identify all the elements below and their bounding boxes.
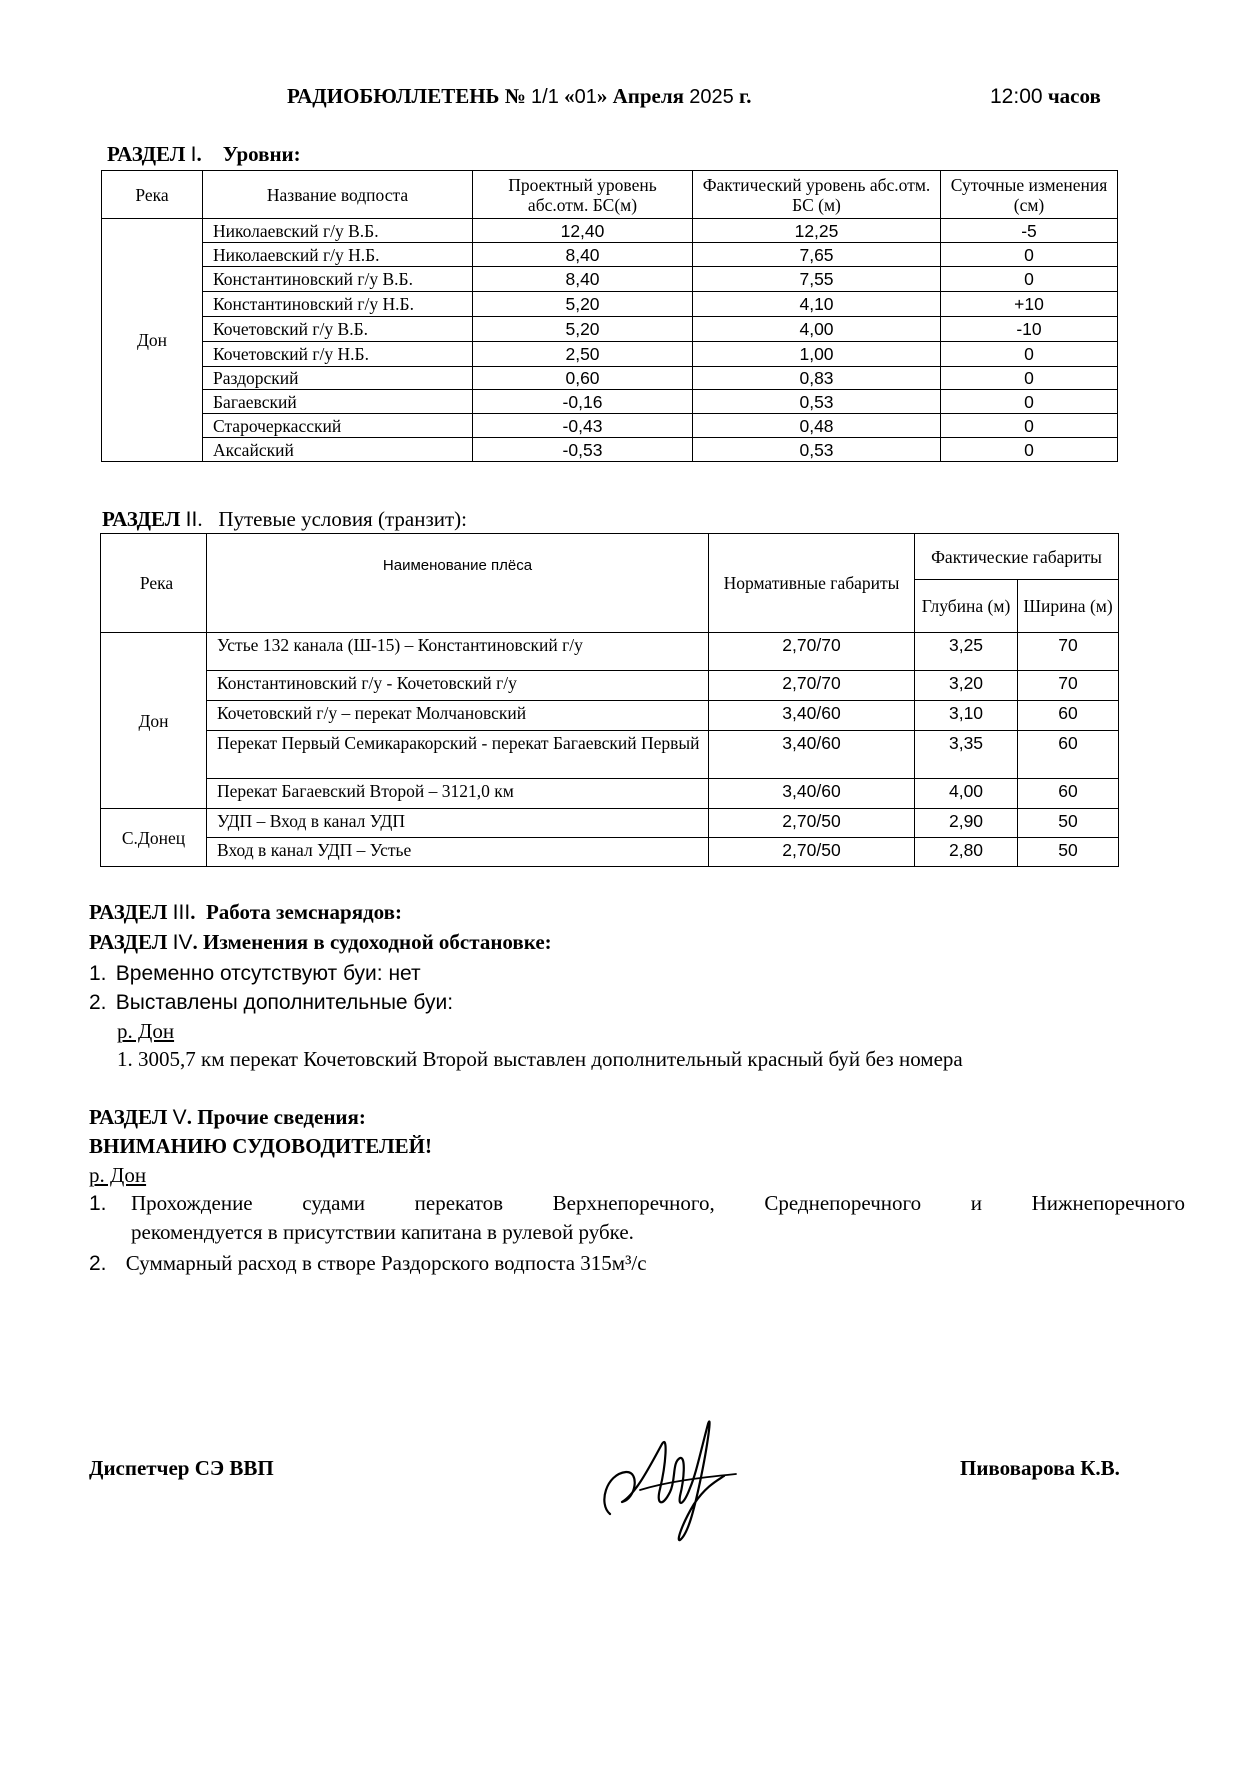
stretch-cell: Константиновский г/у - Кочетовский г/у	[207, 671, 709, 701]
col-post: Название водпоста	[203, 171, 473, 219]
stretch-cell: УДП – Вход в канал УДП	[207, 809, 709, 838]
width-cell: 60	[1018, 701, 1119, 731]
normative-cell: 2,70/50	[709, 809, 915, 838]
table-header-row	[102, 171, 1118, 219]
day-open: «	[564, 84, 575, 108]
section-name: Путевые условия (транзит):	[218, 507, 467, 531]
width-cell: 50	[1018, 838, 1119, 867]
design-level-cell: 5,20	[473, 317, 693, 342]
post-cell: Константиновский г/у В.Б.	[203, 267, 473, 292]
post-cell: Старочеркасский	[203, 414, 473, 438]
col-depth: Глубина (м)	[915, 580, 1018, 633]
daily-change-cell: 0	[941, 414, 1118, 438]
attention-heading: ВНИМАНИЮ СУДОВОДИТЕЛЕЙ!	[89, 1134, 432, 1158]
year-suffix: г.	[739, 84, 752, 108]
design-level-cell: -0,43	[473, 414, 693, 438]
section-roman: IV	[172, 931, 193, 954]
col-river: Река	[102, 171, 203, 219]
post-cell: Николаевский г/у В.Б.	[203, 219, 473, 243]
handwritten-signature	[596, 1404, 746, 1544]
section4-item-2	[89, 990, 453, 1015]
design-level-cell: -0,53	[473, 438, 693, 462]
daily-change-cell: -10	[941, 317, 1118, 342]
stretch-cell: Перекат Багаевский Второй – 3121,0 км	[207, 779, 709, 809]
section4-title: РАЗДЕЛ IV. Изменения в судоходной обстановке:	[89, 930, 552, 954]
section5-item-1	[89, 1191, 1185, 1216]
depth-cell: 4,00	[915, 779, 1018, 809]
time-suffix: часов	[1047, 84, 1101, 108]
section-roman: I	[190, 143, 197, 166]
post-cell: Константиновский г/у Н.Б.	[203, 292, 473, 317]
list-number: 1.	[89, 1192, 107, 1215]
design-level-cell: 12,40	[473, 219, 693, 243]
section-label: РАЗДЕЛ	[89, 930, 168, 954]
stretch-cell: Устье 132 канала (Ш-15) – Константиновский г/у	[207, 633, 709, 671]
dispatcher-name: Пивоварова К.В.	[960, 1456, 1120, 1480]
section-name: Работа земснарядов:	[205, 900, 402, 924]
col-daily-change: Суточные изменения (см)	[941, 171, 1118, 219]
post-cell: Аксайский	[203, 438, 473, 462]
actual-level-cell: 1,00	[693, 342, 941, 367]
width-cell: 60	[1018, 779, 1119, 809]
section-label: РАЗДЕЛ	[102, 507, 181, 531]
table-row	[102, 342, 1118, 367]
design-level-cell: -0,16	[473, 390, 693, 414]
design-level-cell: 0,60	[473, 367, 693, 390]
normative-cell: 3,40/60	[709, 731, 915, 779]
normative-cell: 2,70/70	[709, 633, 915, 671]
day: 01	[574, 86, 597, 108]
daily-change-cell: 0	[941, 390, 1118, 414]
post-cell: Багаевский	[203, 390, 473, 414]
bulletin-number: 1/1	[531, 86, 559, 108]
section-name: Уровни:	[222, 142, 301, 166]
design-level-cell: 2,50	[473, 342, 693, 367]
section4-item-1	[89, 961, 421, 986]
design-level-cell: 8,40	[473, 267, 693, 292]
dispatcher-position: Диспетчер СЭ ВВП	[89, 1456, 274, 1480]
section5-title: РАЗДЕЛ V. Прочие сведения:	[89, 1105, 366, 1129]
table-row	[102, 367, 1118, 390]
list-item-text: Суммарный расход в створе Раздорского водпоста 315м³/с	[125, 1251, 647, 1275]
table-row	[102, 267, 1118, 292]
post-cell: Кочетовский г/у В.Б.	[203, 317, 473, 342]
stretch-cell: Кочетовский г/у – перекат Молчановский	[207, 701, 709, 731]
normative-cell: 3,40/60	[709, 779, 915, 809]
daily-change-cell: +10	[941, 292, 1118, 317]
actual-level-cell: 7,55	[693, 267, 941, 292]
actual-level-cell: 0,53	[693, 438, 941, 462]
table-row	[102, 219, 1118, 243]
depth-cell: 3,10	[915, 701, 1018, 731]
depth-cell: 2,80	[915, 838, 1018, 867]
normative-cell: 3,40/60	[709, 701, 915, 731]
col-design-level: Проектный уровень абс.отм. БС(м)	[473, 171, 693, 219]
depth-cell: 2,90	[915, 809, 1018, 838]
width-cell: 60	[1018, 731, 1119, 779]
year: 2025	[689, 86, 734, 108]
river-cell: Дон	[101, 633, 207, 809]
bulletin-title	[287, 84, 751, 109]
post-cell: Раздорский	[203, 367, 473, 390]
list-item-text: Выставлены дополнительные буи:	[115, 991, 454, 1014]
section5-item-2	[89, 1251, 647, 1276]
title-prefix: РАДИОБЮЛЛЕТЕНЬ №	[287, 84, 526, 108]
day-close: »	[596, 84, 608, 108]
section-roman: II	[185, 508, 198, 531]
design-level-cell: 8,40	[473, 243, 693, 267]
section-roman: III	[172, 901, 191, 924]
table-row	[102, 414, 1118, 438]
section5-river: р. Дон	[89, 1163, 147, 1187]
post-cell: Николаевский г/у Н.Б.	[203, 243, 473, 267]
table-row	[101, 809, 1119, 838]
table-row	[101, 701, 1119, 731]
depth-cell: 3,25	[915, 633, 1018, 671]
section-name: Прочие сведения:	[197, 1105, 366, 1129]
table-row	[102, 243, 1118, 267]
table-row	[102, 390, 1118, 414]
daily-change-cell: 0	[941, 243, 1118, 267]
table-row	[102, 292, 1118, 317]
design-level-cell: 5,20	[473, 292, 693, 317]
month: Апреля	[612, 84, 685, 108]
section4-sub-item: 1. 3005,7 км перекат Кочетовский Второй выставлен дополнительный красный буй без номера	[117, 1047, 963, 1071]
stretch-cell: Вход в канал УДП – Устье	[207, 838, 709, 867]
table-row	[101, 838, 1119, 867]
section5-item-1-cont: рекомендуется в присутствии капитана в рулевой рубке.	[131, 1220, 634, 1244]
section1-title: РАЗДЕЛ I. Уровни:	[107, 142, 301, 166]
width-cell: 50	[1018, 809, 1119, 838]
col-normative: Нормативные габариты	[709, 534, 915, 633]
daily-change-cell: 0	[941, 342, 1118, 367]
list-number: 2.	[89, 991, 107, 1014]
table-row	[101, 731, 1119, 779]
depth-cell: 3,20	[915, 671, 1018, 701]
actual-level-cell: 4,10	[693, 292, 941, 317]
col-actual-level: Фактический уровень абс.отм. БС (м)	[693, 171, 941, 219]
actual-level-cell: 0,53	[693, 390, 941, 414]
river-cell: Дон	[102, 219, 203, 462]
table-row	[101, 633, 1119, 671]
actual-level-cell: 12,25	[693, 219, 941, 243]
col-stretch: Наименование плёса	[207, 534, 709, 633]
list-item-text: Прохождение судами перекатов Верхнепоречного, Среднепоречного и Нижнепоречного	[131, 1191, 1185, 1215]
table-row	[101, 779, 1119, 809]
daily-change-cell: -5	[941, 219, 1118, 243]
width-cell: 70	[1018, 671, 1119, 701]
table-header-row	[101, 534, 1119, 580]
normative-cell: 2,70/50	[709, 838, 915, 867]
section-name: Изменения в судоходной обстановке:	[203, 930, 552, 954]
list-number: 2.	[89, 1252, 107, 1275]
table-row	[101, 671, 1119, 701]
daily-change-cell: 0	[941, 367, 1118, 390]
daily-change-cell: 0	[941, 438, 1118, 462]
section2-title: РАЗДЕЛ II. Путевые условия (транзит):	[102, 507, 467, 531]
col-actual: Фактические габариты	[915, 534, 1119, 580]
section-label: РАЗДЕЛ	[89, 900, 168, 924]
post-cell: Кочетовский г/у Н.Б.	[203, 342, 473, 367]
col-width: Ширина (м)	[1018, 580, 1119, 633]
actual-level-cell: 0,83	[693, 367, 941, 390]
actual-level-cell: 4,00	[693, 317, 941, 342]
bulletin-time	[990, 84, 1101, 109]
section-label: РАЗДЕЛ	[89, 1105, 168, 1129]
section-roman: V	[172, 1106, 187, 1129]
section3-title: РАЗДЕЛ III. Работа земснарядов:	[89, 900, 402, 924]
depth-cell: 3,35	[915, 731, 1018, 779]
time: 12:00	[990, 85, 1043, 108]
table-row	[102, 317, 1118, 342]
table-row	[102, 438, 1118, 462]
daily-change-cell: 0	[941, 267, 1118, 292]
col-river: Река	[101, 534, 207, 633]
list-item-text: Временно отсутствуют буи: нет	[115, 962, 421, 985]
list-number: 1.	[89, 962, 107, 985]
stretch-cell: Перекат Первый Семикаракорский - перекат Багаевский Первый	[207, 731, 709, 779]
section-label: РАЗДЕЛ	[107, 142, 186, 166]
actual-level-cell: 0,48	[693, 414, 941, 438]
actual-level-cell: 7,65	[693, 243, 941, 267]
transit-table	[100, 533, 1119, 867]
normative-cell: 2,70/70	[709, 671, 915, 701]
levels-table	[101, 170, 1118, 462]
section4-river: р. Дон	[117, 1019, 175, 1043]
river-cell: С.Донец	[101, 809, 207, 867]
width-cell: 70	[1018, 633, 1119, 671]
